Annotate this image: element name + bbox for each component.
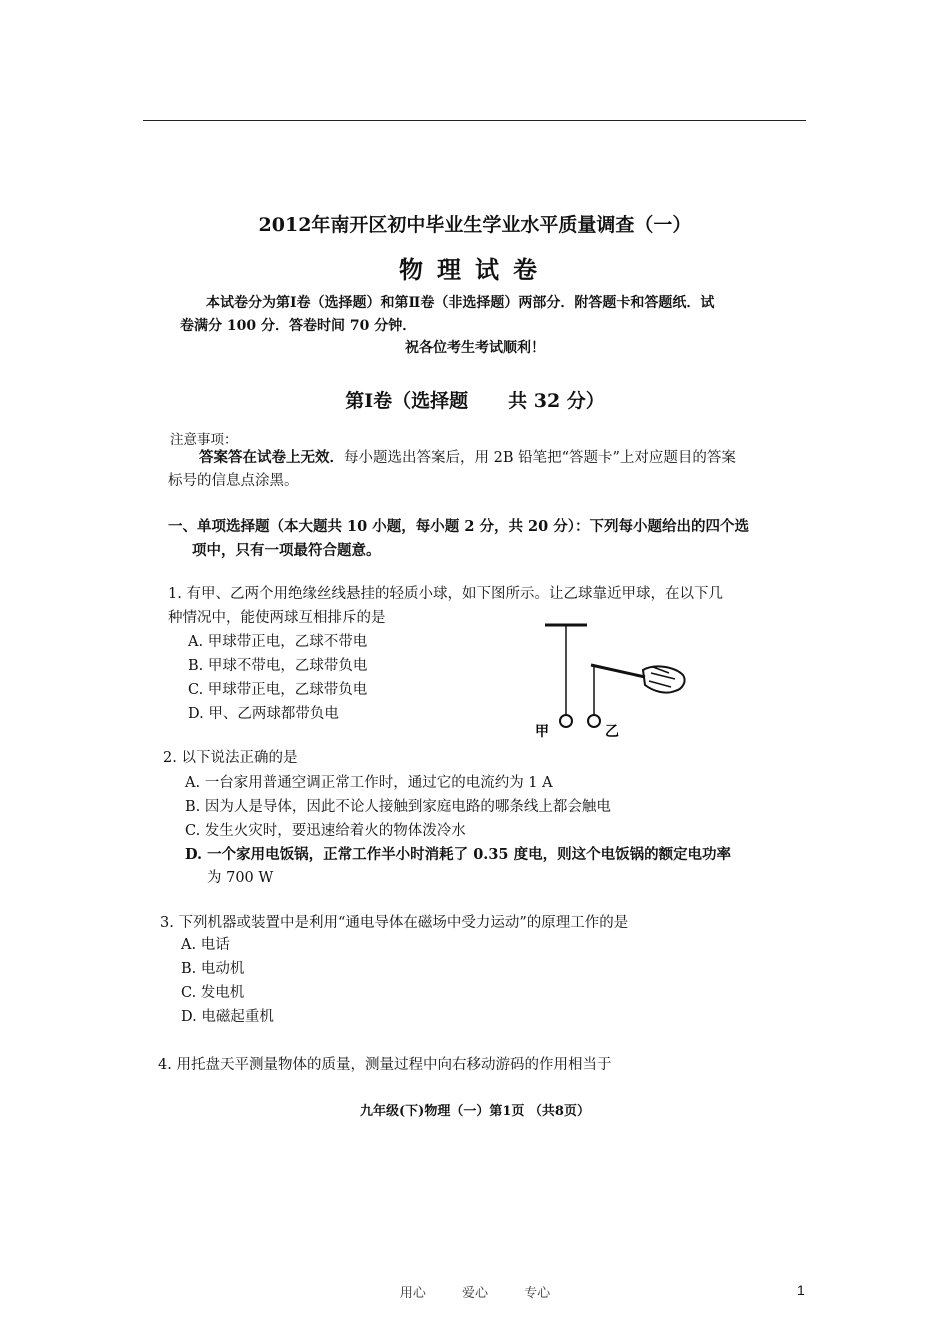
q2-option-d-cont: 为 700 W <box>207 870 274 886</box>
motto-3: 专心 <box>524 1286 551 1301</box>
q2-option-c: C. 发生火灾时，要迅速给着火的物体泼冷水 <box>185 823 466 839</box>
bottom-motto <box>0 1282 950 1301</box>
label-jia: 甲 <box>535 724 549 740</box>
notice-line1-rest: 每小题选出答案后，用 2B 铅笔把“答题卡”上对应题目的答案 <box>344 450 736 466</box>
wish-text: 祝各位考生考试顺利！ <box>405 340 545 356</box>
section1-line-2: 项中，只有一项最符合题意。 <box>192 542 381 559</box>
notice-line1-bold: 答案答在试卷上无效． <box>199 449 344 466</box>
notice-label: 注意事项： <box>170 432 238 448</box>
section1-line-1: 一、单项选择题（本大题共 10 小题，每小题 2 分，共 20 分）：下列每小题给出的四个选 <box>168 518 749 535</box>
q1-stem-line-1: 1. 有甲、乙两个用绝缘丝线悬挂的轻质小球，如下图所示。让乙球靠近甲球，在以下几 <box>168 586 723 602</box>
notice-line-2: 标号的信息点涂黑。 <box>168 473 299 489</box>
motto-2: 爱心 <box>461 1286 488 1301</box>
part1-heading <box>0 386 950 413</box>
q2-stem: 2. 以下说法正确的是 <box>163 750 298 766</box>
ball-a <box>560 715 572 727</box>
label-yi: 乙 <box>605 724 619 740</box>
q4-stem: 4. 用托盘天平测量物体的质量，测量过程中向右移动游码的作用相当于 <box>158 1057 612 1073</box>
q2-option-a: A. 一台家用普通空调正常工作时，通过它的电流约为 1 A <box>185 775 553 791</box>
part1-score: 共 32 分） <box>508 390 605 412</box>
q1-stem-line-2: 种情况中，能使两球互相排斥的是 <box>168 610 386 626</box>
page-number: 1 <box>797 1282 805 1298</box>
q1-option-b: B. 甲球不带电，乙球带负电 <box>188 658 368 674</box>
part1-title: 第Ⅰ卷（选择题 <box>345 390 469 412</box>
q2-option-d: D. 一个家用电饭锅，正常工作半小时消耗了 0.35 度电，则这个电饭锅的额定电功率 <box>185 846 732 863</box>
exam-title: 2012年南开区初中毕业生学业水平质量调查（一） <box>258 214 692 236</box>
intro-line-1: 本试卷分为第Ⅰ卷（选择题）和第Ⅱ卷（非选择题）两部分．附答题卡和答题纸．试 <box>206 295 715 311</box>
top-rule <box>143 120 806 121</box>
q2-option-b: B. 因为人是导体，因此不论人接触到家庭电路的哪条线上都会触电 <box>185 799 611 815</box>
q3-option-b: B. 电动机 <box>181 961 245 977</box>
q3-stem: 3. 下列机器或装置中是利用“通电导体在磁场中受力运动”的原理工作的是 <box>160 915 629 931</box>
q1-option-a: A. 甲球带正电，乙球不带电 <box>188 634 368 650</box>
q1-option-d: D. 甲、乙两球都带负电 <box>188 706 339 722</box>
q1-figure <box>525 615 695 745</box>
q3-option-c: C. 发电机 <box>181 985 245 1001</box>
motto-1: 用心 <box>399 1286 426 1301</box>
q3-option-d: D. 电磁起重机 <box>181 1009 274 1025</box>
exam-subject: 物理试卷 <box>399 255 551 284</box>
q1-option-c: C. 甲球带正电，乙球带负电 <box>188 682 368 698</box>
glass-rod <box>591 665 645 677</box>
ball-b <box>588 715 600 727</box>
hand-fingers <box>649 667 675 687</box>
notice-line-1 <box>199 446 736 467</box>
page-footer: 九年级(下)物理（一）第1页 （共8页） <box>360 1104 590 1119</box>
intro-line-2: 卷满分 100 分．答卷时间 70 分钟． <box>180 318 417 334</box>
q3-option-a: A. 电话 <box>181 937 230 953</box>
